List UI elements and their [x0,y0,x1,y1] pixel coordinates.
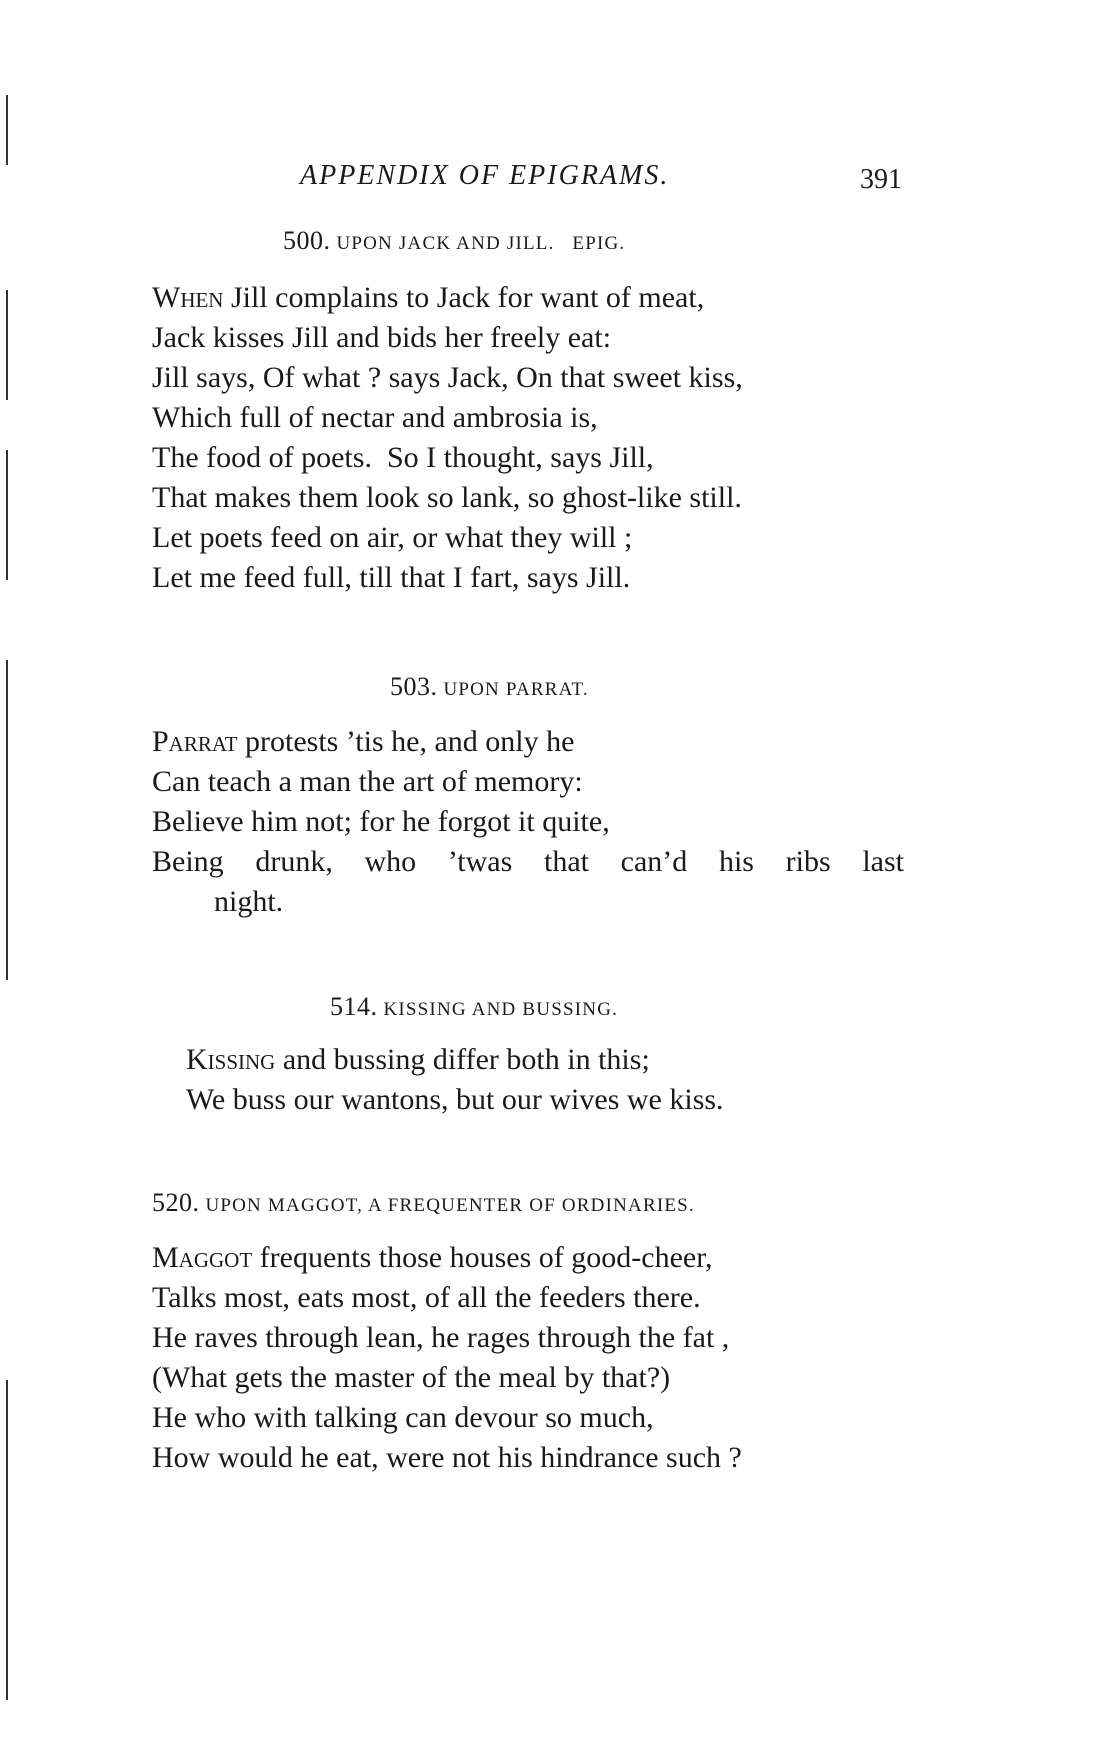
scan-edge-mark [6,1380,8,1700]
epigram-verse [152,278,743,598]
epigram-number: 503. [390,672,438,701]
verse-line [152,278,743,318]
verse-first-word: Maggot [152,1241,253,1274]
verse-word: his [718,845,754,878]
scan-edge-mark [6,660,8,980]
verse-line: Can teach a man the art of memory: [152,765,583,798]
verse-word: ribs [785,845,831,878]
epigram-heading [283,226,625,256]
verse-line-rest: and bussing differ both in this; [275,1043,650,1076]
epigram-number: 520. [152,1188,200,1217]
epigram-verse [186,1040,724,1120]
epigram-verse [152,1238,742,1478]
epigram-heading [390,672,589,702]
scan-edge-mark [6,450,8,580]
verse-line: Let me feed full, till that I fart, says Jill. [152,561,631,594]
epigram-title: UPON MAGGOT, A FREQUENTER OF ORDINARIES. [205,1195,695,1216]
verse-line [152,722,904,762]
verse-first-word: Kissing [186,1043,276,1076]
verse-first-word: Parrat [152,725,238,758]
verse-word: that [543,845,589,878]
verse-word: drunk, [255,845,333,878]
verse-word: ’twas [447,845,513,878]
scan-edge-mark [6,290,8,400]
verse-line: Believe him not; for he forgot it quite, [152,805,610,838]
verse-line: Jill says, Of what ? says Jack, On that sweet kiss, [152,361,743,394]
verse-word: can’d [620,845,688,878]
verse-line: He who with talking can devour so much, [152,1401,654,1434]
epigram-title: UPON JACK AND JILL. EPIG. [336,233,626,254]
verse-line: Let poets feed on air, or what they will ; [152,521,633,554]
verse-line: That makes them look so lank, so ghost-like still. [152,481,742,514]
verse-line: Jack kisses Jill and bids her freely eat: [152,321,612,354]
verse-line: We buss our wantons, but our wives we kiss. [186,1083,724,1116]
epigram-number: 500. [283,226,331,255]
verse-line-rest: Jill complains to Jack for want of meat, [223,281,705,314]
verse-line-rest: frequents those houses of good-cheer, [252,1241,713,1274]
epigram-heading [330,992,618,1022]
running-head: APPENDIX OF EPIGRAMS. [300,160,670,191]
epigram-verse [152,722,904,922]
epigram-title: KISSING AND BUSSING. [383,999,619,1020]
verse-line: Talks most, eats most, of all the feeders there. [152,1281,701,1314]
epigram-heading [152,1188,695,1218]
verse-line: How would he eat, were not his hindrance such ? [152,1441,742,1474]
verse-first-word: When [152,281,224,314]
verse-word: last [862,845,904,878]
epigram-title: UPON PARRAT. [443,679,589,700]
page-number: 391 [860,164,902,195]
verse-line [152,842,904,882]
verse-line-rest: protests ’tis he, and only he [237,725,575,758]
verse-line [186,1040,724,1080]
verse-word: who [364,845,417,878]
epigram-number: 514. [330,992,378,1021]
verse-line: Which full of nectar and ambrosia is, [152,401,598,434]
verse-line: The food of poets. So I thought, says Jill, [152,441,654,474]
verse-line-turnover: night. [214,885,284,918]
verse-line: He raves through lean, he rages through the fat , [152,1321,730,1354]
verse-word: Being [152,845,224,878]
verse-line [152,1238,742,1278]
verse-line: (What gets the master of the meal by that?) [152,1361,671,1394]
scan-edge-mark [6,95,8,165]
